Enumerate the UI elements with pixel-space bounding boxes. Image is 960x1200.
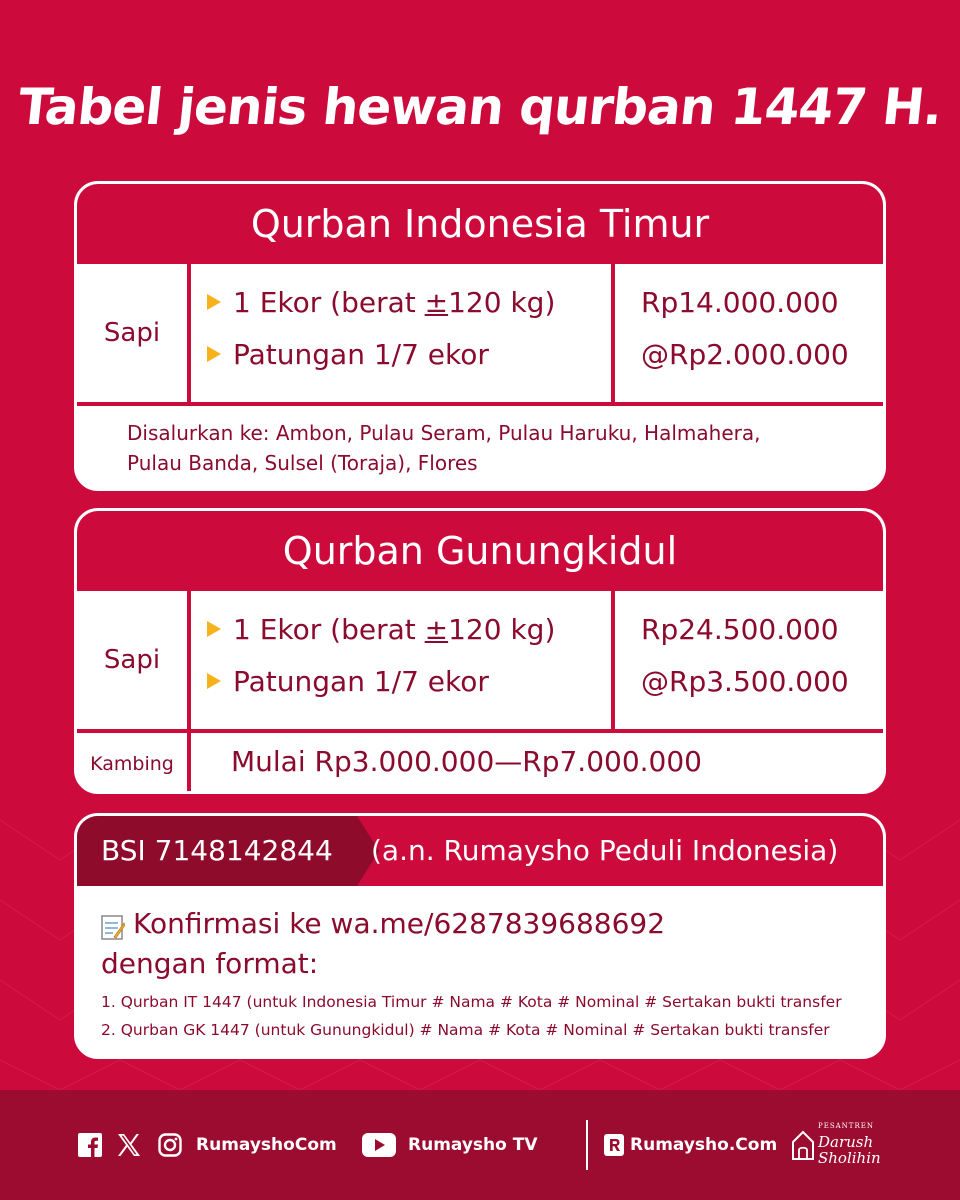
option-label: Patungan 1/7 ekor <box>233 665 489 698</box>
animal-label: Sapi <box>77 264 191 402</box>
option-label: Patungan 1/7 ekor <box>233 338 489 371</box>
memo-icon <box>101 912 125 938</box>
options-cell <box>191 264 615 402</box>
bullet-triangle-icon <box>207 621 221 637</box>
weight-value: 120 kg) <box>448 286 556 319</box>
plus-minus-symbol: ± <box>424 286 449 319</box>
format-item: 2. Qurban GK 1447 (untuk Gunungkidul) # Nama # Kota # Nominal # Sertakan bukti transfer <box>101 1021 830 1039</box>
option-item <box>207 286 555 319</box>
price-value: @Rp2.000.000 <box>641 338 849 371</box>
footer-divider <box>586 1120 588 1170</box>
sapi-row <box>77 591 883 733</box>
plus-minus-symbol: ± <box>424 613 449 646</box>
options-cell <box>191 591 615 729</box>
confirmation-line <box>101 904 665 944</box>
bank-bar <box>77 816 886 886</box>
animal-label: Sapi <box>77 591 191 729</box>
social-handle[interactable]: RumayshoCom <box>196 1135 337 1155</box>
site-logo-icon <box>604 1090 624 1200</box>
price-value: Rp14.000.000 <box>641 286 839 319</box>
bullet-triangle-icon <box>207 294 221 310</box>
price-value: @Rp3.500.000 <box>641 665 849 698</box>
partner-line: Sholihin <box>818 1149 881 1167</box>
confirmation-text: Konfirmasi ke wa.me/6287839688692 <box>133 907 666 940</box>
youtube-channel[interactable]: Rumaysho TV <box>408 1135 538 1155</box>
bullet-triangle-icon <box>207 673 221 689</box>
option-item <box>207 338 489 371</box>
instagram-icon[interactable] <box>158 1090 182 1200</box>
card-payment <box>74 813 886 1059</box>
confirmation-block <box>101 904 665 984</box>
card-header: Qurban Indonesia Timur <box>77 184 883 264</box>
distribution-note <box>77 406 883 478</box>
format-item: 1. Qurban IT 1447 (untuk Indonesia Timur # Nama # Kota # Nominal # Sertakan bukti transfer <box>101 993 842 1011</box>
format-label: dengan format: <box>101 947 319 980</box>
site-link[interactable]: Rumaysho.Com <box>630 1135 778 1155</box>
partner-brand <box>818 1118 881 1166</box>
page-title: Tabel jenis hewan qurban 1447 H. <box>15 78 945 136</box>
footer <box>0 1090 960 1200</box>
price-value: Rp24.500.000 <box>641 613 839 646</box>
card-gunungkidul <box>74 508 886 794</box>
option-item <box>207 665 489 698</box>
partner-line: Darush <box>818 1133 874 1151</box>
kambing-row <box>77 733 883 794</box>
bank-account-number: BSI 7148142844 <box>77 816 357 886</box>
x-icon[interactable] <box>116 1090 142 1200</box>
distribution-line: Pulau Banda, Sulsel (Toraja), Flores <box>127 451 478 475</box>
card-indonesia-timur <box>74 181 886 491</box>
facebook-icon[interactable] <box>78 1090 102 1200</box>
partner-small-text: PESANTREN <box>818 1122 874 1130</box>
option-label: 1 Ekor (berat <box>233 286 425 319</box>
weight-value: 120 kg) <box>448 613 556 646</box>
goat-price: Mulai Rp3.000.000—Rp7.000.000 <box>231 745 702 778</box>
option-item <box>207 613 555 646</box>
partner-logo-icon <box>790 1090 816 1200</box>
prices-cell <box>615 591 883 729</box>
card-header: Qurban Gunungkidul <box>77 511 883 591</box>
youtube-icon[interactable] <box>362 1090 396 1200</box>
distribution-line: Disalurkan ke: Ambon, Pulau Seram, Pulau Haruku, Halmahera, <box>127 421 761 445</box>
prices-cell <box>615 264 883 402</box>
bullet-triangle-icon <box>207 346 221 362</box>
animal-label: Kambing <box>77 733 191 794</box>
account-holder: (a.n. Rumaysho Peduli Indonesia) <box>371 834 839 867</box>
sapi-row <box>77 264 883 406</box>
option-label: 1 Ekor (berat <box>233 613 425 646</box>
